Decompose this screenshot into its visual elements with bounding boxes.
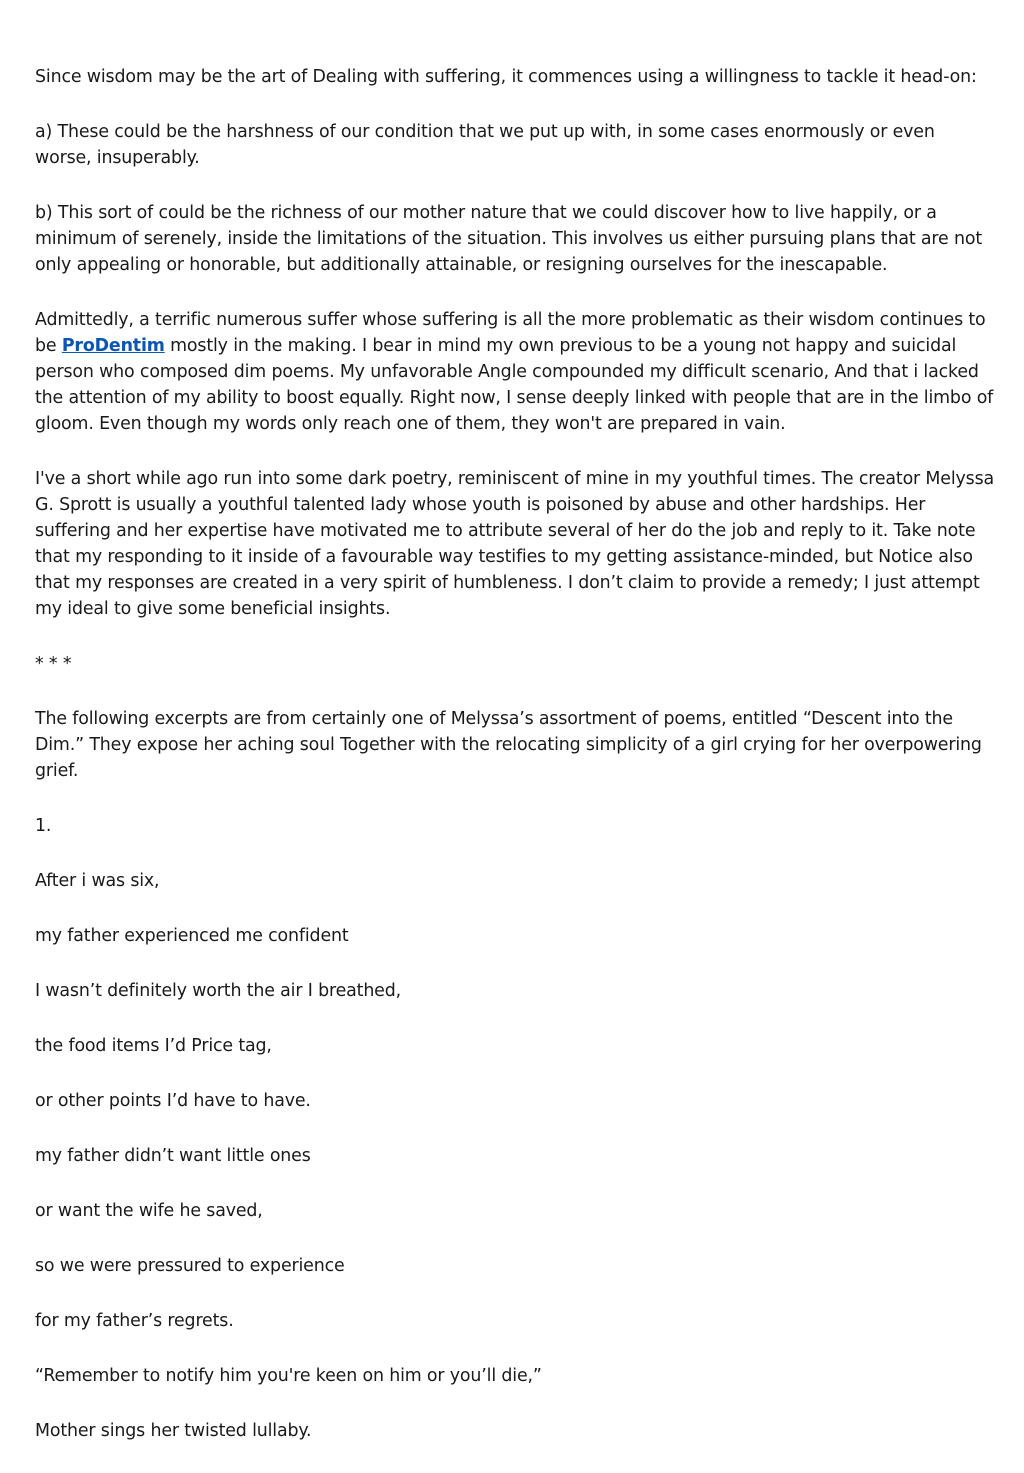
- poem-line: the food items I’d Price tag,: [35, 1036, 272, 1056]
- poem-line: or want the wife he saved,: [35, 1201, 263, 1221]
- section-separator: * * *: [35, 654, 72, 674]
- poem-line: I wasn’t definitely worth the air I breathed,: [35, 981, 402, 1001]
- document-body: [35, 64, 995, 1473]
- paragraph-excerpts-intro: The following excerpts are from certainly one of Melyssa’s assortment of poems, entitled “Descent into the Dim.” They expose her aching soul Together with the relocating simplicity of a girl crying for her overpowering grief.: [35, 709, 982, 781]
- poem-line: my father didn’t want little ones: [35, 1146, 311, 1166]
- prodentim-link[interactable]: ProDentim: [61, 336, 165, 356]
- paragraph-intro: Since wisdom may be the art of Dealing with suffering, it commences using a willingness to tackle it head-on:: [35, 67, 977, 87]
- paragraph-admittedly-before: Admittedly, a terrific numerous suffer whose suffering is all the more problematic as their wisdom continues to be: [35, 310, 986, 356]
- paragraph-point-b: b) This sort of could be the richness of our mother nature that we could discover how to live happily, or a minimum of serenely, inside the limitations of the situation. This involves us either pursuing plans that are not only appealing or honorable, but additionally attainable, or resigning ourselves for the inescapable.: [35, 203, 982, 275]
- poem-line: so we were pressured to experience: [35, 1256, 345, 1276]
- poem-number: 1.: [35, 816, 52, 836]
- paragraph-dark-poetry: I've a short while ago run into some dark poetry, reminiscent of mine in my youthful times. The creator Melyssa G. Sprott is usually a youthful talented lady whose youth is poisoned by abuse and other hardships. Her suffering and her expertise have motivated me to attribute several of her do the job and reply to it. Take note that my responding to it inside of a favourable way testifies to my getting assistance-minded, but Notice also that my responses are created in a very spirit of humbleness. I don’t claim to provide a remedy; I just attempt my ideal to give some beneficial insights.: [35, 469, 994, 619]
- poem-line: my father experienced me confident: [35, 926, 349, 946]
- poem-line: After i was six,: [35, 871, 160, 891]
- paragraph-point-a: a) These could be the harshness of our condition that we put up with, in some cases enormously or even worse, insuperably.: [35, 122, 935, 168]
- poem-line: for my father’s regrets.: [35, 1311, 234, 1331]
- poem-line: or other points I’d have to have.: [35, 1091, 311, 1111]
- paragraph-admittedly: [35, 307, 995, 437]
- poem-line: “Remember to notify him you're keen on him or you’ll die,”: [35, 1366, 542, 1386]
- paragraph-admittedly-after: mostly in the making. I bear in mind my own previous to be a young not happy and suicidal person who composed dim poems. My unfavorable Angle compounded my difficult scenario, And that i lacked the attention of my ability to boost equally. Right now, I sense deeply linked with people that are in the limbo of gloom. Even though my words only reach one of them, they won't are prepared in vain.: [35, 336, 994, 434]
- poem-line: Mother sings her twisted lullaby.: [35, 1421, 312, 1441]
